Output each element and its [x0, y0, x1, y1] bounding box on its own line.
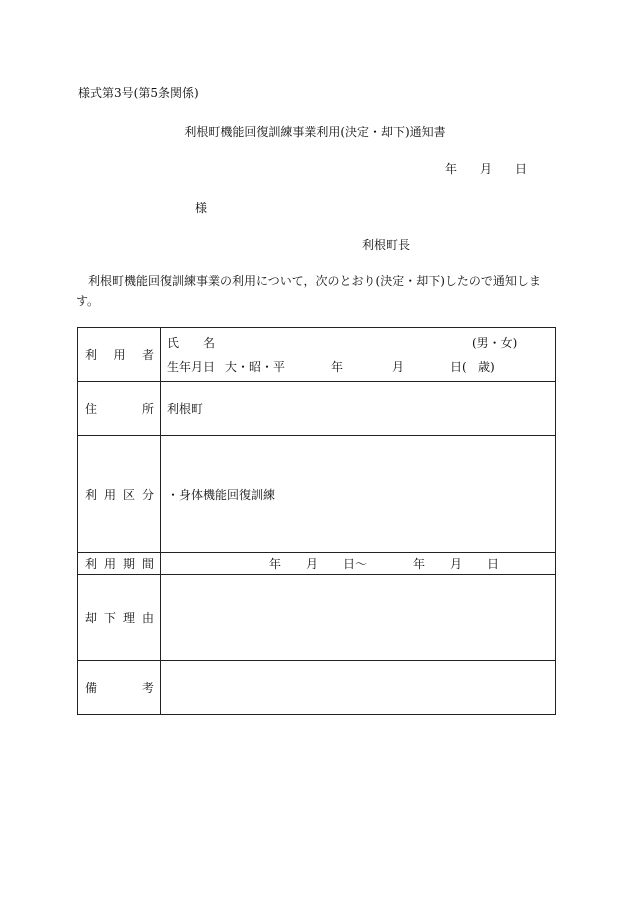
- row-period: [78, 553, 556, 575]
- address-field: [161, 382, 556, 436]
- address-value: 利根町: [167, 402, 204, 416]
- period-month-start: 月: [306, 557, 319, 571]
- row-category: [78, 436, 556, 553]
- name-label: 氏 名: [167, 336, 216, 350]
- form-number: 様式第3号(第5条関係): [78, 86, 199, 100]
- period-year-end: 年: [413, 557, 426, 571]
- body-text: 利根町機能回復訓練事業の利用について，次のとおり(決定・却下)したので通知します。: [76, 274, 541, 308]
- birth-label: 生年月日: [167, 360, 216, 374]
- label-char: 間: [141, 557, 154, 571]
- label-char: 由: [141, 611, 154, 625]
- birth-month: 月: [392, 360, 405, 374]
- label-char: 用: [103, 557, 116, 571]
- label-reason: [78, 575, 161, 661]
- row-remarks: [78, 661, 556, 715]
- birth-line: [161, 355, 555, 379]
- reason-field: [161, 575, 556, 661]
- label-char: 利: [85, 487, 98, 502]
- label-char: 理: [122, 611, 135, 625]
- label-char: 却: [85, 611, 98, 625]
- date-day: 日: [514, 162, 527, 176]
- label-char: 分: [141, 487, 154, 502]
- label-char: 用: [113, 348, 126, 362]
- label-char: 所: [141, 402, 154, 416]
- period-day-start: 日～: [343, 557, 368, 571]
- label-char: 下: [103, 611, 116, 625]
- remarks-field: [161, 661, 556, 715]
- birth-day: 日(: [450, 360, 467, 374]
- issuer: 利根町長: [362, 238, 411, 252]
- notice-table: [77, 327, 556, 715]
- label-char: 利: [85, 557, 98, 571]
- name-line: [161, 331, 555, 355]
- label-char: 用: [103, 487, 116, 502]
- label-char: 者: [141, 348, 154, 362]
- label-char: 備: [85, 681, 98, 695]
- row-user: [78, 328, 556, 382]
- category-value: ・身体機能回復訓練: [167, 487, 276, 502]
- label-char: 期: [122, 557, 135, 571]
- label-period: [78, 553, 161, 575]
- label-user: [78, 328, 161, 382]
- period-day-end: 日: [487, 557, 500, 571]
- birth-year: 年: [331, 360, 344, 374]
- row-reason: [78, 575, 556, 661]
- period-year-start: 年: [269, 557, 282, 571]
- label-char: 住: [85, 402, 98, 416]
- label-remarks: [78, 661, 161, 715]
- category-field: [161, 436, 556, 553]
- age: 歳): [478, 360, 495, 374]
- label-address: [78, 382, 161, 436]
- addressee-suffix: 様: [195, 201, 208, 215]
- date-year: 年: [445, 162, 458, 176]
- row-address: [78, 382, 556, 436]
- issue-date: [445, 160, 527, 177]
- user-fields: [161, 328, 556, 382]
- label-category: [78, 436, 161, 553]
- document-title: 利根町機能回復訓練事業利用(決定・却下)通知書: [184, 125, 446, 139]
- date-month: 月: [479, 162, 492, 176]
- period-field: [161, 553, 556, 575]
- sex-choice: (男・女): [472, 336, 518, 350]
- label-char: 利: [85, 348, 98, 362]
- period-month-end: 月: [450, 557, 463, 571]
- label-char: 区: [122, 487, 135, 502]
- birth-era: 大・昭・平: [225, 360, 286, 374]
- label-char: 考: [141, 681, 154, 695]
